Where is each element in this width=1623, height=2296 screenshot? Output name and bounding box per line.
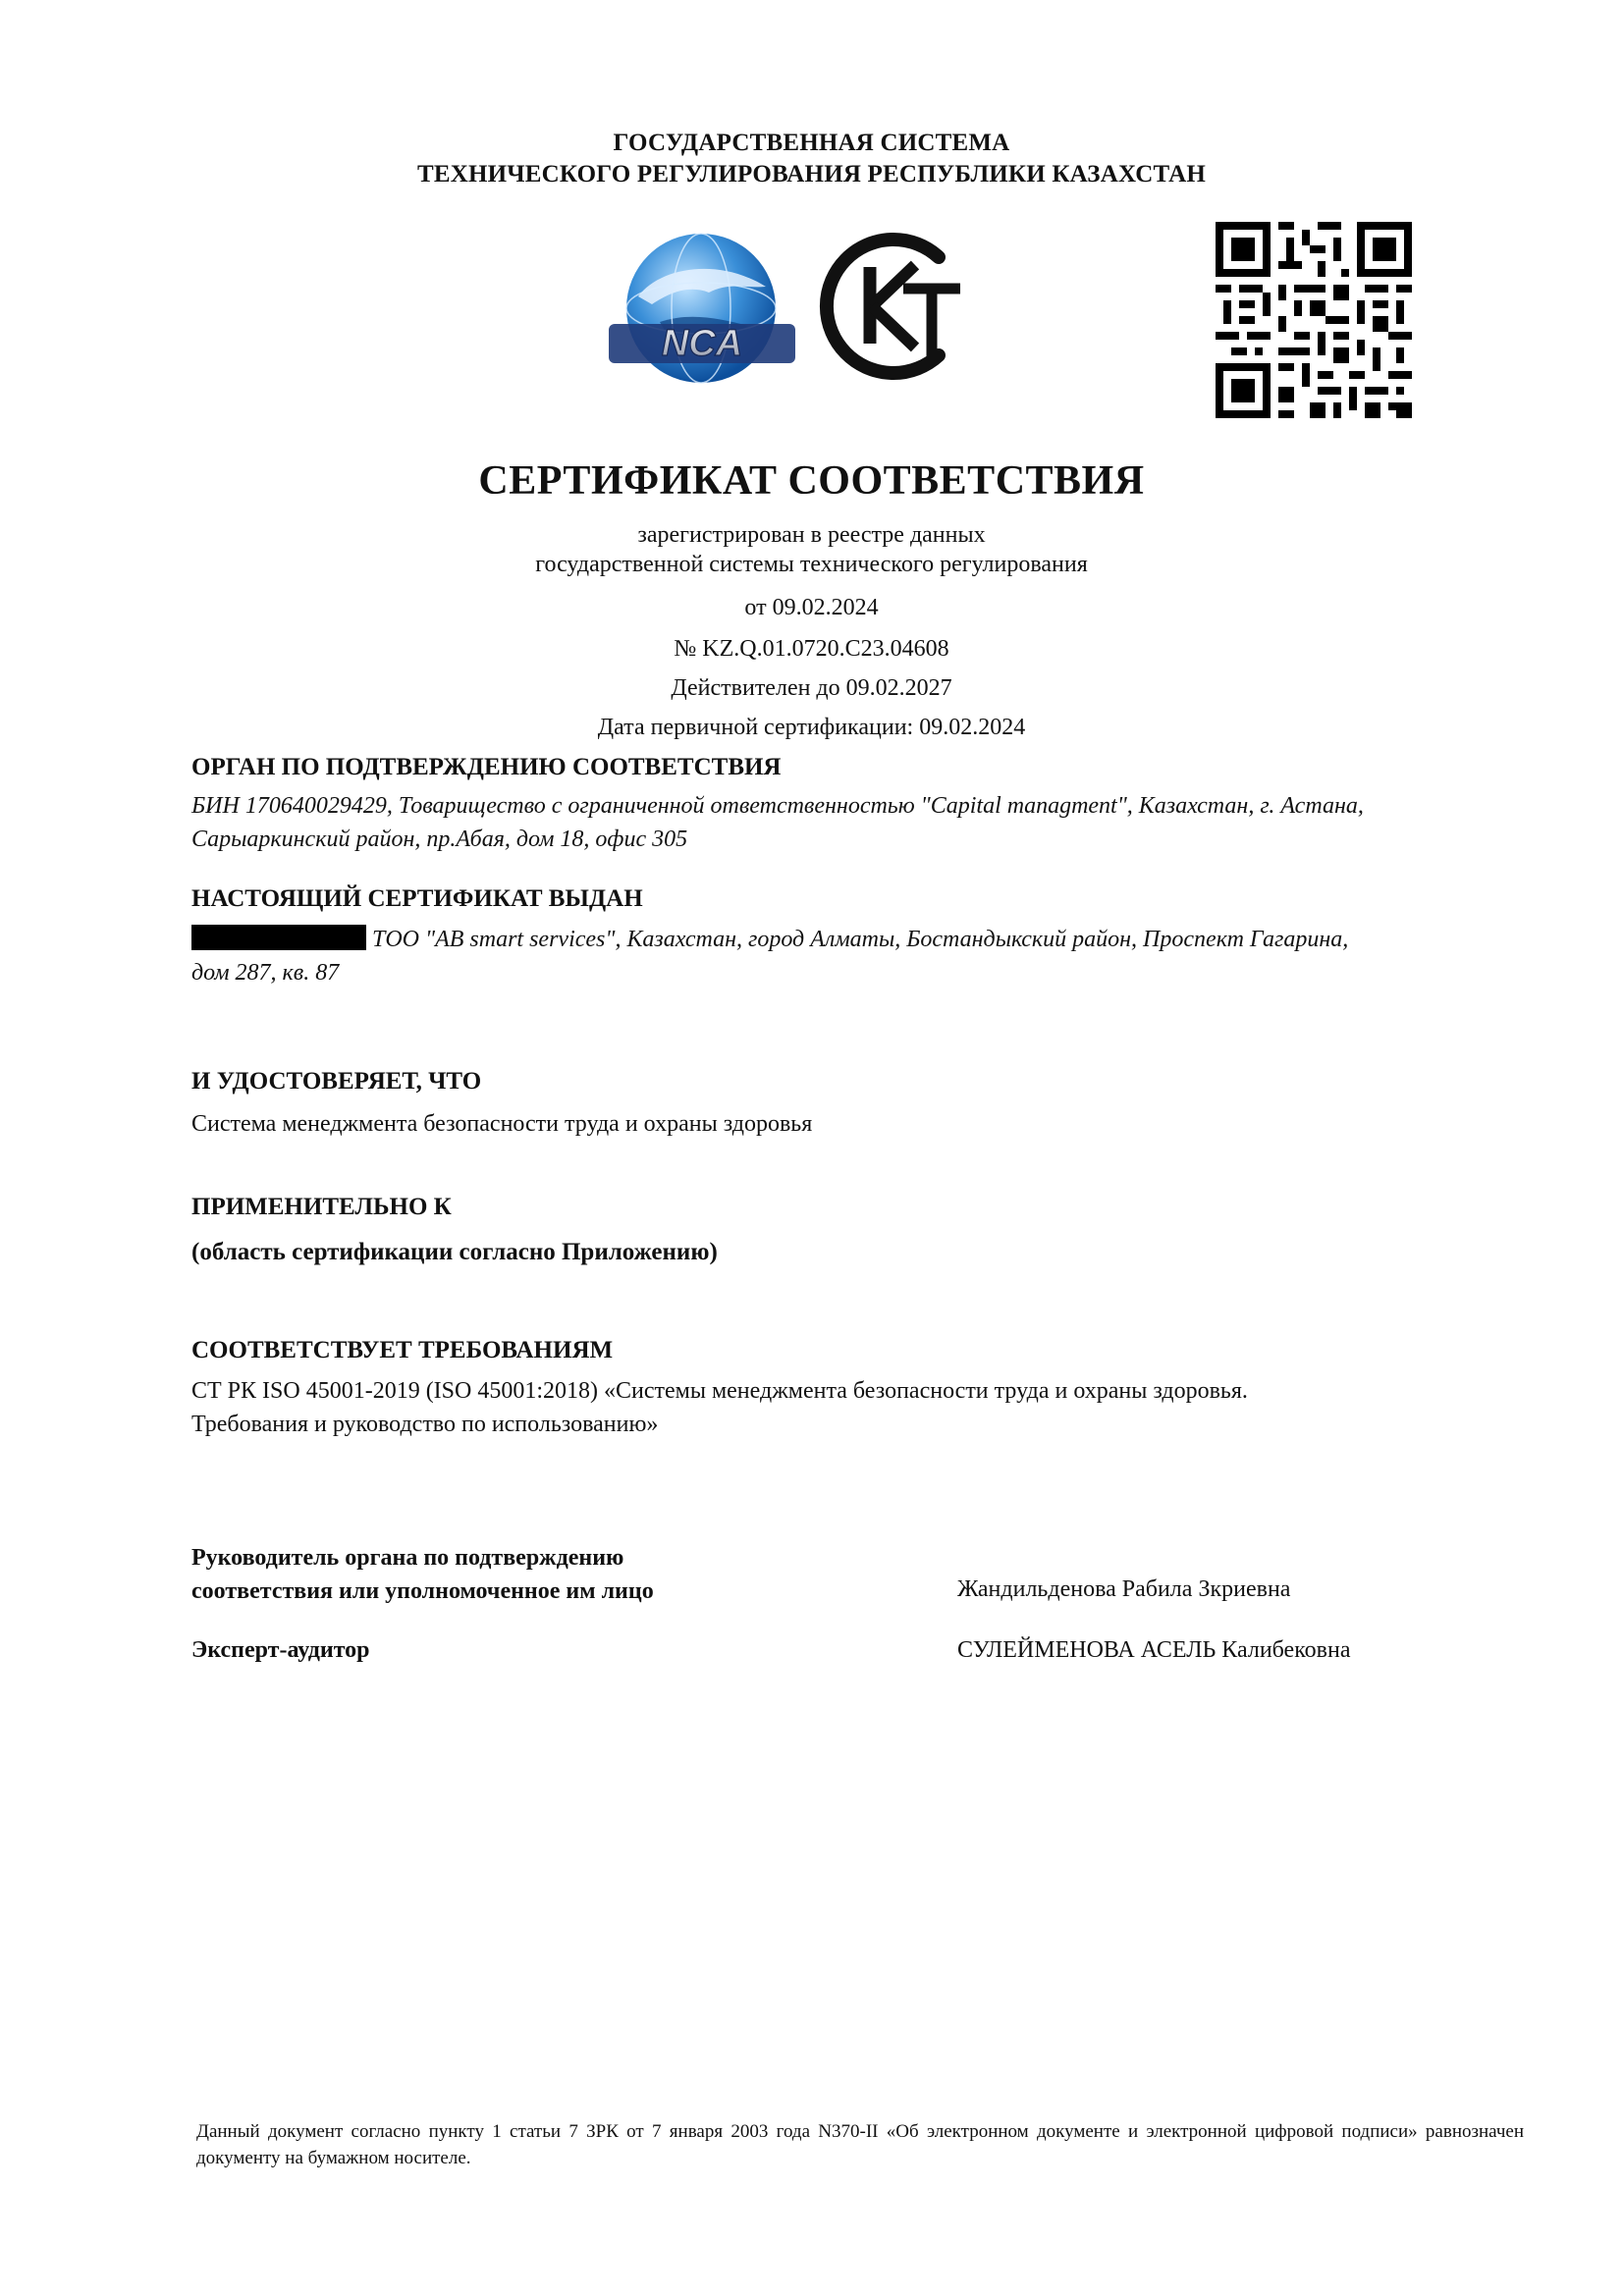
body-line-1: БИН 170640029429, Товарищество с ограниченной ответственностью "Capital managment", Казахстан, г. Астана, [191,793,1364,819]
registration-date: от 09.02.2024 [744,595,879,620]
valid-until: Действителен до 09.02.2027 [671,675,952,701]
initial-certification-date: Дата первичной сертификации: 09.02.2024 [597,715,1026,740]
head-signatory-label [191,1541,654,1608]
body-heading: ОРГАН ПО ПОДТВЕРЖДЕНИЮ СООТВЕТСТВИЯ [191,754,782,780]
certificate-number: № KZ.Q.01.0720.C23.04608 [674,636,949,662]
certificate-title: СЕРТИФИКАТ СООТВЕТСТВИЯ [478,458,1145,504]
issued-line-1: ТОО "AB smart services", Казахстан, город Алматы, Бостандыкский район, Проспект Гагарина, [372,927,1349,952]
auditor-label: Эксперт-аудитор [191,1637,370,1663]
header-line-2: ТЕХНИЧЕСКОГО РЕГУЛИРОВАНИЯ РЕСПУБЛИКИ КАЗАХСТАН [416,161,1207,187]
head-label-line-2: соответствия или уполномоченное им лицо [191,1578,654,1604]
requirements-text [191,1374,1527,1441]
requirements-line-1: СТ РК ISO 45001-2019 (ISO 45001:2018) «Системы менеджмента безопасности труда и охраны здоровья. [191,1378,1248,1404]
requirements-line-2: Требования и руководство по использованию» [191,1412,659,1437]
nca-logo-text: NCA [661,323,743,364]
header-line-1: ГОСУДАРСТВЕННАЯ СИСТЕМА [613,130,1010,156]
auditor-name: СУЛЕЙМЕНОВА АСЕЛЬ Калибековна [957,1637,1351,1663]
certifies-text: Система менеджмента безопасности труда и охраны здоровья [191,1111,813,1137]
head-label-line-1: Руководитель органа по подтверждению [191,1545,624,1571]
requirements-heading: СООТВЕТСТВУЕТ ТРЕБОВАНИЯМ [191,1337,614,1363]
redaction-box [191,925,366,950]
issued-heading: НАСТОЯЩИЙ СЕРТИФИКАТ ВЫДАН [191,885,643,912]
registered-line-2: государственной системы технического регулирования [535,552,1088,577]
body-line-2: Сарыаркинский район, пр.Абая, дом 18, офис 305 [191,827,688,852]
qr-code-icon [1216,222,1412,418]
body-details [191,789,1527,856]
applicable-heading: ПРИМЕНИТЕЛЬНО К [191,1194,452,1220]
kt-mark-icon [813,228,970,385]
certifies-heading: И УДОСТОВЕРЯЕТ, ЧТО [191,1068,482,1095]
footer-legal-note: Данный документ согласно пункту 1 статьи 7 ЗРК от 7 января 2003 года N370-II «Об электронном документе и электронной цифровой подписи» равнозначен документу на бумажном носителе. [196,2121,1524,2168]
issued-line-2: дом 287, кв. 87 [191,960,340,986]
applicable-text: (область сертификации согласно Приложению) [191,1239,718,1265]
head-signatory-name: Жандильденова Рабила Зкриевна [957,1576,1291,1602]
registered-line-1: зарегистрирован в реестре данных [637,522,986,548]
issued-details [191,923,1527,989]
globe-logo-icon [601,228,797,395]
